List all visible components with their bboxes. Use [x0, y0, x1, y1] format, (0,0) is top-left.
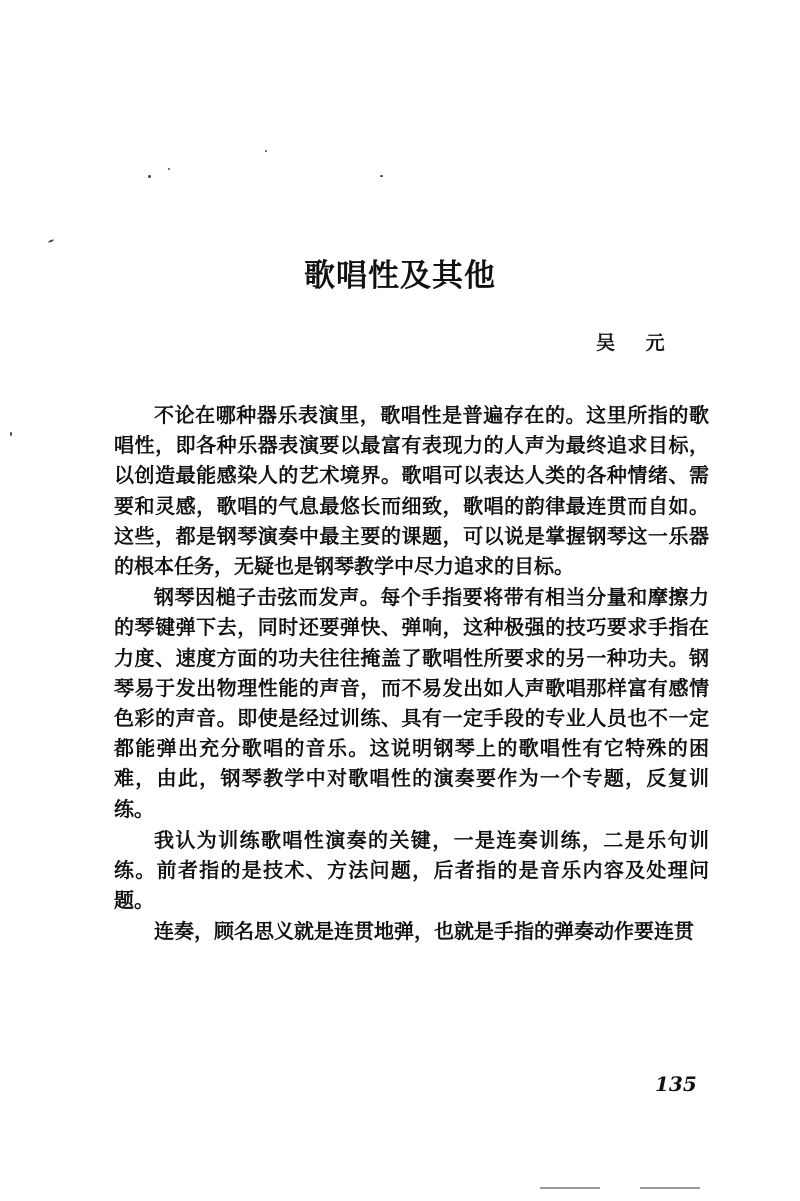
- author-name: 吴 元: [596, 332, 677, 354]
- article-title: 歌唱性及其他: [304, 258, 496, 294]
- scan-speck: [640, 1187, 700, 1189]
- scan-speck: [10, 432, 12, 436]
- scan-speck: [265, 150, 267, 152]
- article-body: [114, 400, 709, 948]
- scan-speck: [148, 175, 151, 178]
- scan-speck: [168, 168, 170, 170]
- scan-speck: [48, 239, 54, 243]
- scan-speck: [380, 175, 383, 177]
- paragraph: 连奏，顾名思义就是连贯地弹，也就是手指的弹奏动作要连贯: [154, 919, 694, 944]
- page-number: 135: [655, 1072, 697, 1096]
- paragraph: 钢琴因槌子击弦而发声。每个手指要将带有相当分量和摩擦力的琴键弹下去，同时还要弹快、弹响，这种极强的技巧要求手指在力度、速度方面的功夫往往掩盖了歌唱性所要求的另一种功夫。钢琴易于发出物理性能的声音，而不易发出如人声歌唱那样富有感情色彩的声音。即使是经过训练、具有一定手段的专业人员也不一定都能弹出充分歌唱的音乐。这说明钢琴上的歌唱性有它特殊的困难，由此，钢琴教学中对歌唱性的演奏要作为一个专题，反复训练。: [114, 585, 709, 821]
- paragraph: 不论在哪种器乐表演里，歌唱性是普遍存在的。这里所指的歌唱性，即各种乐器表演要以最富有表现力的人声为最终追求目标，以创造最能感染人的艺术境界。歌唱可以表达人类的各种情绪、需要和灵感，歌唱的气息最悠长而细致，歌唱的韵律最连贯而自如。这些，都是钢琴演奏中最主要的课题，可以说是掌握钢琴这一乐器的根本任务，无疑也是钢琴教学中尽力追求的目标。: [114, 403, 709, 579]
- scan-speck: [540, 1187, 600, 1189]
- paragraph: 我认为训练歌唱性演奏的关键，一是连奏训练，二是乐句训练。前者指的是技术、方法问题，后者指的是音乐内容及处理问题。: [114, 827, 709, 913]
